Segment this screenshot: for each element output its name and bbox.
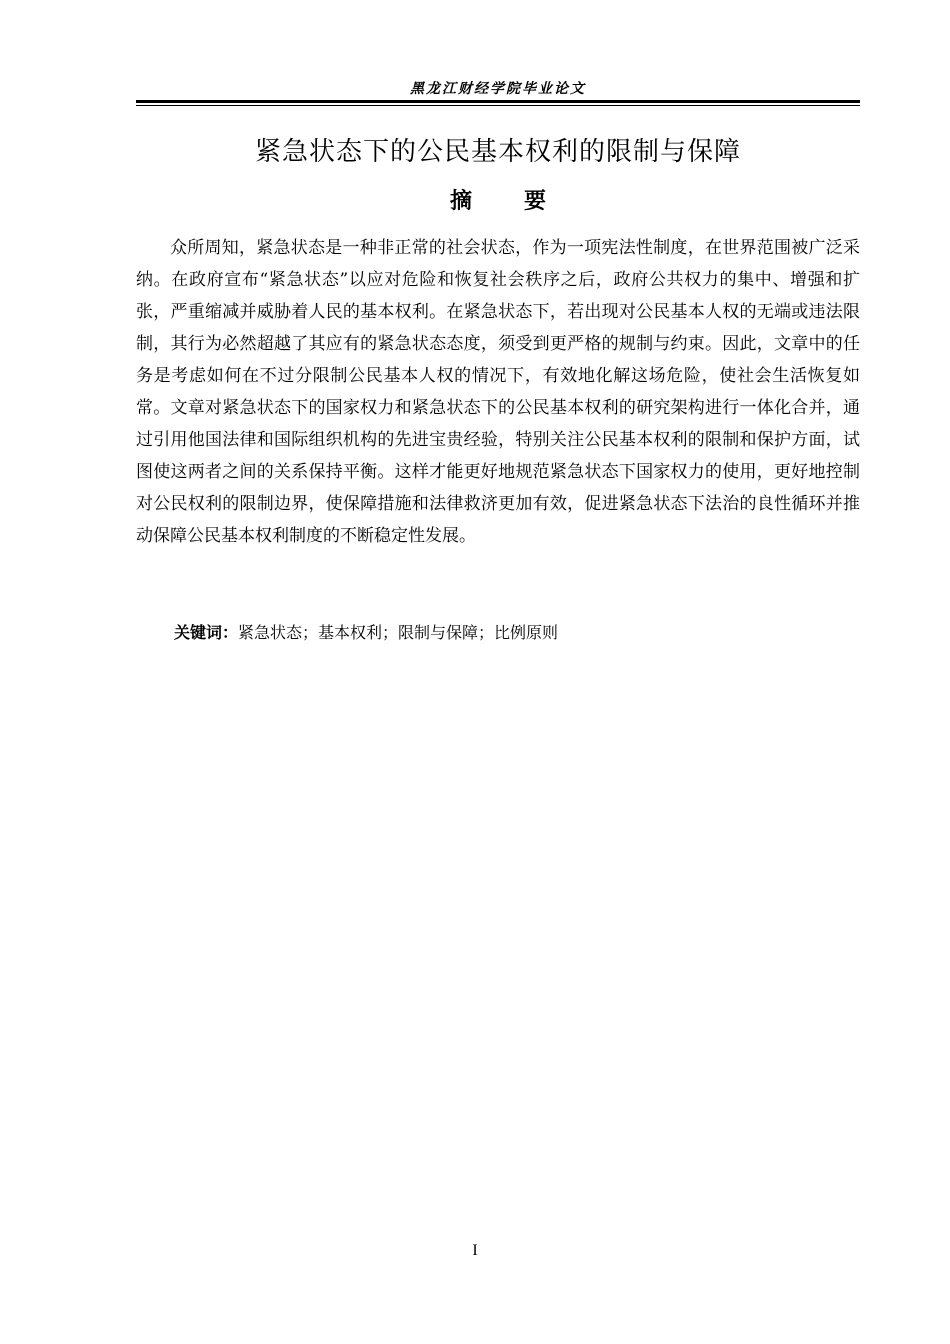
paper-title: 紧急状态下的公民基本权利的限制与保障 xyxy=(254,137,741,167)
keywords-text: 紧急状态；基本权利；限制与保障；比例原则 xyxy=(238,623,559,642)
abstract-heading-left: 摘 xyxy=(449,189,472,214)
header-rule-thick xyxy=(136,100,860,103)
header-rule-thin xyxy=(136,105,860,106)
running-header: 黑龙江财经学院毕业论文 xyxy=(410,81,586,97)
abstract-body: 众所周知，紧急状态是一种非正常的社会状态，作为一项宪法性制度，在世界范围被广泛采纳。在政府宣布“紧急状态”以应对危险和恢复社会秩序之后，政府公共权力的集中、增强和扩张，严重缩减并威胁着人民的基本权利。在紧急状态下，若出现对公民基本人权的无端或违法限制，其行为必然超越了其应有的紧急状态态度，须受到更严格的规制与约束。因此，文章中的任务是考虑如何在不过分限制公民基本人权的情况下，有效地化解这场危险，使社会生活恢复如常。文章对紧急状态下的国家权力和紧急状态下的公民基本权利的研究架构进行一体化合并，通过引用他国法律和国际组织机构的先进宝贵经验，特别关注公民基本权利的限制和保护方面，试图使这两者之间的关系保持平衡。这样才能更好地规范紧急状态下国家权力的使用，更好地控制对公民权利的限制边界，使保障措施和法律救济更加有效，促进紧急状态下法治的良性循环并推动保障公民基本权利制度的不断稳定性发展。 xyxy=(136,238,860,546)
abstract-heading xyxy=(136,184,860,215)
abstract-heading-right: 要 xyxy=(524,189,547,214)
page-number: I xyxy=(472,1242,478,1259)
keywords-line xyxy=(174,620,864,643)
keywords-label: 关键词： xyxy=(174,623,239,642)
